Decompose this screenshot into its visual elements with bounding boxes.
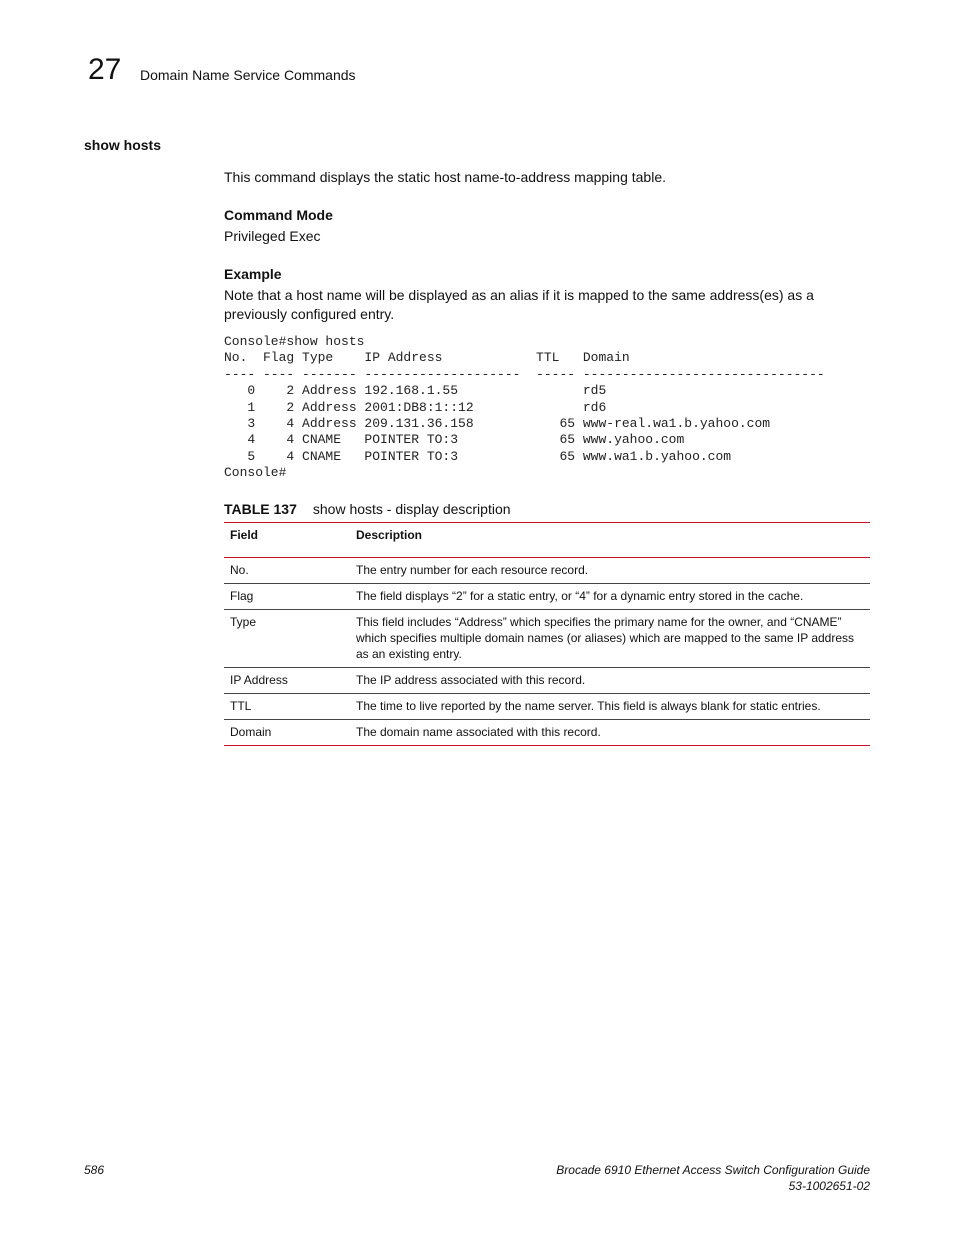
table-header-description: Description <box>356 528 423 542</box>
chapter-number: 27 <box>88 53 122 86</box>
table-row <box>224 610 870 668</box>
description-table <box>224 522 870 746</box>
table-caption <box>224 500 511 518</box>
footer-guide-title: Brocade 6910 Ethernet Access Switch Configuration Guide <box>556 1163 870 1177</box>
table-header-field: Field <box>230 528 259 542</box>
console-line: No. Flag Type IP Address TTL Domain <box>224 350 630 366</box>
footer-doc-number: 53-1002651-02 <box>788 1179 870 1193</box>
console-line: Console# <box>224 465 287 481</box>
console-line: Console#show hosts <box>224 334 365 349</box>
command-mode-text: Privileged Exec <box>224 228 321 244</box>
table-label: TABLE 137 <box>224 501 297 517</box>
chapter-title: Domain Name Service Commands <box>140 67 356 83</box>
table-cell-description: The domain name associated with this record. <box>356 725 601 739</box>
console-line: 0 2 Address 192.168.1.55 rd5 <box>224 383 607 399</box>
page-number: 586 <box>84 1163 105 1177</box>
table-cell-field: Type <box>230 615 257 629</box>
table-row <box>224 668 870 694</box>
table-row <box>224 558 870 584</box>
table-cell-field: Flag <box>230 589 254 603</box>
section-title: show hosts <box>84 137 162 153</box>
intro-paragraph: This command displays the static host name-to-address mapping table. <box>224 169 666 185</box>
console-line: 4 4 CNAME POINTER TO:3 65 www.yahoo.com <box>224 432 685 448</box>
command-mode-heading: Command Mode <box>224 207 333 223</box>
example-paragraph: Note that a host name will be displayed as an alias if it is mapped to the same address(es) as a previously configured entry. <box>224 287 814 322</box>
table-cell-description: The entry number for each resource record. <box>356 563 589 577</box>
table-header-row <box>224 523 870 558</box>
table-cell-field: IP Address <box>230 673 288 687</box>
table-caption-text: show hosts - display description <box>312 501 511 517</box>
console-line: 3 4 Address 209.131.36.158 65 www-real.wa1.b.yahoo.com <box>224 416 771 432</box>
example-heading: Example <box>224 266 282 282</box>
console-output <box>224 334 825 482</box>
table-row <box>224 584 870 610</box>
console-line: ---- ---- ------- -------------------- ----- ------------------------------- <box>224 366 825 382</box>
table-cell-description: This field includes “Address” which specifies the primary name for the owner, and “CNAME” which specifies multiple domain names (or aliases) which are mapped to the same IP address as an existing entry. <box>356 615 855 661</box>
footer-doc-info <box>556 1162 870 1194</box>
table-row <box>224 720 870 746</box>
console-line: 1 2 Address 2001:DB8:1::12 rd6 <box>224 399 607 415</box>
table-row <box>224 694 870 720</box>
table-cell-field: No. <box>230 563 249 577</box>
table-cell-description: The time to live reported by the name server. This field is always blank for static entries. <box>356 699 821 713</box>
table-cell-field: Domain <box>230 725 272 739</box>
table-cell-description: The field displays “2” for a static entry, or “4” for a dynamic entry stored in the cache. <box>356 589 804 603</box>
table-cell-description: The IP address associated with this record. <box>356 673 586 687</box>
console-line: 5 4 CNAME POINTER TO:3 65 www.wa1.b.yahoo.com <box>224 448 732 464</box>
table-cell-field: TTL <box>230 699 252 713</box>
